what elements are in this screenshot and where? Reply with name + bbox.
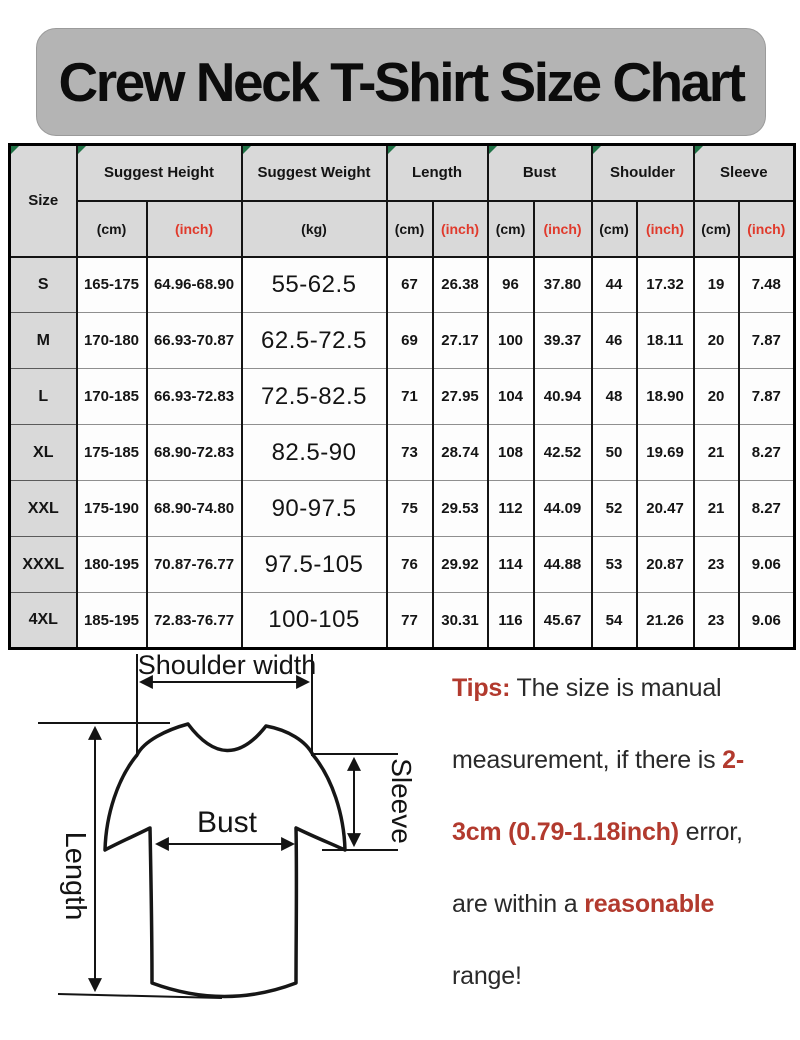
tips-keyword: Tips: [452, 674, 511, 702]
cell-bust_cm: 112 [488, 481, 534, 537]
cell-bust_cm: 96 [488, 257, 534, 313]
cell-length_cm: 73 [387, 425, 433, 481]
col-header-length: Length [387, 145, 488, 201]
tips-highlight: reasonable [584, 890, 715, 918]
cell-size: XXL [10, 481, 77, 537]
cell-shoulder_inch: 18.11 [637, 313, 694, 369]
tips-text: are within a [452, 890, 585, 918]
cell-sleeve_inch: 7.87 [739, 313, 795, 369]
cell-height_cm: 175-190 [77, 481, 147, 537]
table-header [10, 145, 795, 257]
cell-length_cm: 76 [387, 537, 433, 593]
cell-sleeve_inch: 9.06 [739, 593, 795, 649]
tips-line [452, 652, 797, 724]
cell-length_inch: 29.53 [433, 481, 488, 537]
tshirt-outline-shape [105, 724, 345, 997]
cell-weight_kg: 100-105 [242, 593, 387, 649]
cell-shoulder_cm: 46 [592, 313, 637, 369]
cell-sleeve_cm: 20 [694, 369, 739, 425]
tips-line [452, 868, 797, 940]
cell-size: L [10, 369, 77, 425]
col-header-suggest-height: Suggest Height [77, 145, 242, 201]
length-label: Length [59, 831, 91, 921]
cell-length_cm: 67 [387, 257, 433, 313]
cell-size: XXXL [10, 537, 77, 593]
shoulder-width-label: Shoulder width [137, 650, 317, 680]
title-bar [36, 28, 766, 136]
cell-height_cm: 175-185 [77, 425, 147, 481]
tips-text: range! [452, 962, 522, 990]
table-row [10, 593, 795, 649]
bust-label: Bust [196, 806, 258, 839]
tips-line [452, 940, 797, 1012]
unit-height-inch: (inch) [147, 201, 242, 257]
tips-text: The size is manual [510, 674, 722, 702]
tips-line [452, 724, 797, 796]
cell-shoulder_cm: 50 [592, 425, 637, 481]
cell-sleeve_inch: 9.06 [739, 537, 795, 593]
cell-weight_kg: 82.5-90 [242, 425, 387, 481]
cell-length_inch: 29.92 [433, 537, 488, 593]
table-row [10, 369, 795, 425]
cell-size: S [10, 257, 77, 313]
cell-length_inch: 27.95 [433, 369, 488, 425]
cell-length_inch: 28.74 [433, 425, 488, 481]
cell-bust_inch: 37.80 [534, 257, 592, 313]
cell-sleeve_inch: 8.27 [739, 425, 795, 481]
cell-bust_inch: 45.67 [534, 593, 592, 649]
cell-height_inch: 68.90-72.83 [147, 425, 242, 481]
cell-sleeve_cm: 19 [694, 257, 739, 313]
cell-size: 4XL [10, 593, 77, 649]
unit-shoulder-cm: (cm) [592, 201, 637, 257]
cell-height_cm: 165-175 [77, 257, 147, 313]
cell-weight_kg: 62.5-72.5 [242, 313, 387, 369]
cell-length_cm: 77 [387, 593, 433, 649]
cell-height_inch: 70.87-76.77 [147, 537, 242, 593]
size-chart-table [8, 143, 796, 650]
table-body [10, 257, 795, 649]
cell-bust_inch: 39.37 [534, 313, 592, 369]
col-header-bust: Bust [488, 145, 592, 201]
cell-height_inch: 68.90-74.80 [147, 481, 242, 537]
cell-length_inch: 26.38 [433, 257, 488, 313]
cell-height_inch: 66.93-70.87 [147, 313, 242, 369]
cell-height_cm: 170-180 [77, 313, 147, 369]
cell-size: XL [10, 425, 77, 481]
cell-length_cm: 71 [387, 369, 433, 425]
cell-sleeve_cm: 21 [694, 481, 739, 537]
cell-sleeve_inch: 7.87 [739, 369, 795, 425]
cell-length_cm: 69 [387, 313, 433, 369]
cell-bust_cm: 108 [488, 425, 534, 481]
cell-sleeve_cm: 21 [694, 425, 739, 481]
unit-bust-cm: (cm) [488, 201, 534, 257]
cell-shoulder_inch: 20.87 [637, 537, 694, 593]
cell-shoulder_cm: 53 [592, 537, 637, 593]
unit-shoulder-inch: (inch) [637, 201, 694, 257]
unit-length-cm: (cm) [387, 201, 433, 257]
tips-panel [452, 652, 797, 1012]
cell-height_cm: 170-185 [77, 369, 147, 425]
cell-sleeve_cm: 23 [694, 537, 739, 593]
tshirt-measurement-diagram [20, 648, 450, 1040]
cell-shoulder_inch: 21.26 [637, 593, 694, 649]
cell-bust_inch: 40.94 [534, 369, 592, 425]
cell-bust_cm: 104 [488, 369, 534, 425]
cell-weight_kg: 90-97.5 [242, 481, 387, 537]
cell-bust_inch: 42.52 [534, 425, 592, 481]
cell-height_inch: 64.96-68.90 [147, 257, 242, 313]
cell-shoulder_cm: 44 [592, 257, 637, 313]
cell-sleeve_cm: 23 [694, 593, 739, 649]
col-header-sleeve: Sleeve [694, 145, 795, 201]
unit-sleeve-cm: (cm) [694, 201, 739, 257]
cell-length_inch: 30.31 [433, 593, 488, 649]
cell-bust_inch: 44.09 [534, 481, 592, 537]
cell-bust_inch: 44.88 [534, 537, 592, 593]
header-unit-row [10, 201, 795, 257]
col-header-suggest-weight: Suggest Weight [242, 145, 387, 201]
tips-line [452, 796, 797, 868]
cell-shoulder_inch: 19.69 [637, 425, 694, 481]
cell-shoulder_inch: 17.32 [637, 257, 694, 313]
tips-highlight: 3cm (0.79-1.18inch) [452, 818, 679, 846]
unit-bust-inch: (inch) [534, 201, 592, 257]
tips-highlight: 2- [722, 746, 744, 774]
cell-sleeve_inch: 7.48 [739, 257, 795, 313]
cell-shoulder_inch: 18.90 [637, 369, 694, 425]
cell-sleeve_cm: 20 [694, 313, 739, 369]
cell-bust_cm: 100 [488, 313, 534, 369]
cell-height_cm: 185-195 [77, 593, 147, 649]
page-title: Crew Neck T-Shirt Size Chart [58, 51, 744, 113]
unit-height-cm: (cm) [77, 201, 147, 257]
cell-shoulder_cm: 52 [592, 481, 637, 537]
header-group-row [10, 145, 795, 201]
unit-length-inch: (inch) [433, 201, 488, 257]
cell-shoulder_cm: 48 [592, 369, 637, 425]
cell-weight_kg: 72.5-82.5 [242, 369, 387, 425]
cell-height_inch: 72.83-76.77 [147, 593, 242, 649]
cell-height_cm: 180-195 [77, 537, 147, 593]
sleeve-label: Sleeve [386, 758, 417, 844]
cell-length_cm: 75 [387, 481, 433, 537]
cell-shoulder_inch: 20.47 [637, 481, 694, 537]
table-row [10, 425, 795, 481]
unit-sleeve-inch: (inch) [739, 201, 795, 257]
cell-length_inch: 27.17 [433, 313, 488, 369]
table-row [10, 313, 795, 369]
cell-weight_kg: 97.5-105 [242, 537, 387, 593]
unit-weight-kg: (kg) [242, 201, 387, 257]
table-row [10, 257, 795, 313]
tips-text: measurement, if there is [452, 746, 723, 774]
cell-sleeve_inch: 8.27 [739, 481, 795, 537]
cell-shoulder_cm: 54 [592, 593, 637, 649]
table-row [10, 537, 795, 593]
table-row [10, 481, 795, 537]
cell-size: M [10, 313, 77, 369]
cell-bust_cm: 116 [488, 593, 534, 649]
col-header-shoulder: Shoulder [592, 145, 694, 201]
cell-bust_cm: 114 [488, 537, 534, 593]
col-header-size: Size [10, 145, 77, 257]
cell-weight_kg: 55-62.5 [242, 257, 387, 313]
tips-text: error, [678, 818, 743, 846]
cell-height_inch: 66.93-72.83 [147, 369, 242, 425]
